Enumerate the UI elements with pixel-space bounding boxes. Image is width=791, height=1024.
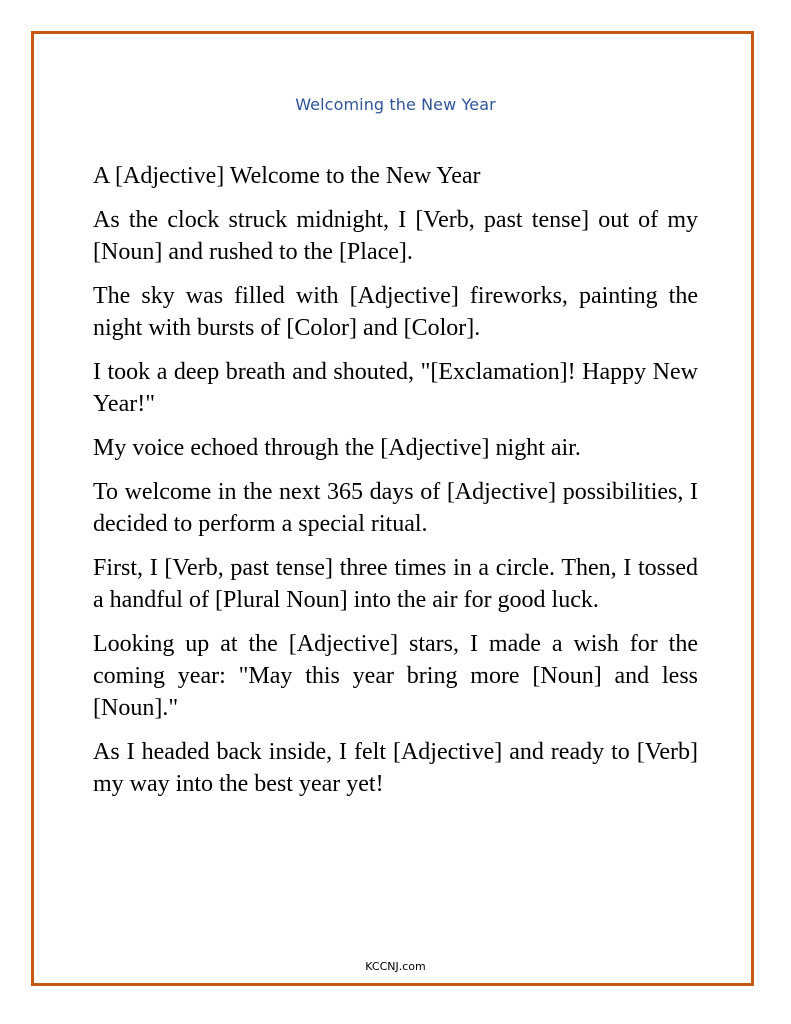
story-heading: A [Adjective] Welcome to the New Year (93, 163, 481, 189)
story-paragraph: The sky was filled with [Adjective] fireworks, painting the night with bursts of [Color] and [Color]. (93, 283, 698, 341)
story-paragraph: Looking up at the [Adjective] stars, I made a wish for the coming year: "May this year bring more [Noun] and less [Noun]." (93, 631, 698, 721)
footer-site-name: KCCNJ.com (365, 960, 426, 973)
page-title: Welcoming the New Year (295, 95, 496, 114)
story-paragraph: As the clock struck midnight, I [Verb, past tense] out of my [Noun] and rushed to the [Place]. (93, 207, 698, 265)
story-paragraph: As I headed back inside, I felt [Adjective] and ready to [Verb] my way into the best year yet! (93, 739, 698, 797)
story-paragraph: I took a deep breath and shouted, "[Exclamation]! Happy New Year!" (93, 359, 698, 417)
story-paragraph: My voice echoed through the [Adjective] night air. (93, 435, 581, 461)
story-paragraph: First, I [Verb, past tense] three times in a circle. Then, I tossed a handful of [Plural Noun] into the air for good luck. (93, 555, 698, 613)
story-body (93, 160, 698, 812)
story-paragraph: To welcome in the next 365 days of [Adjective] possibilities, I decided to perform a special ritual. (93, 479, 698, 537)
